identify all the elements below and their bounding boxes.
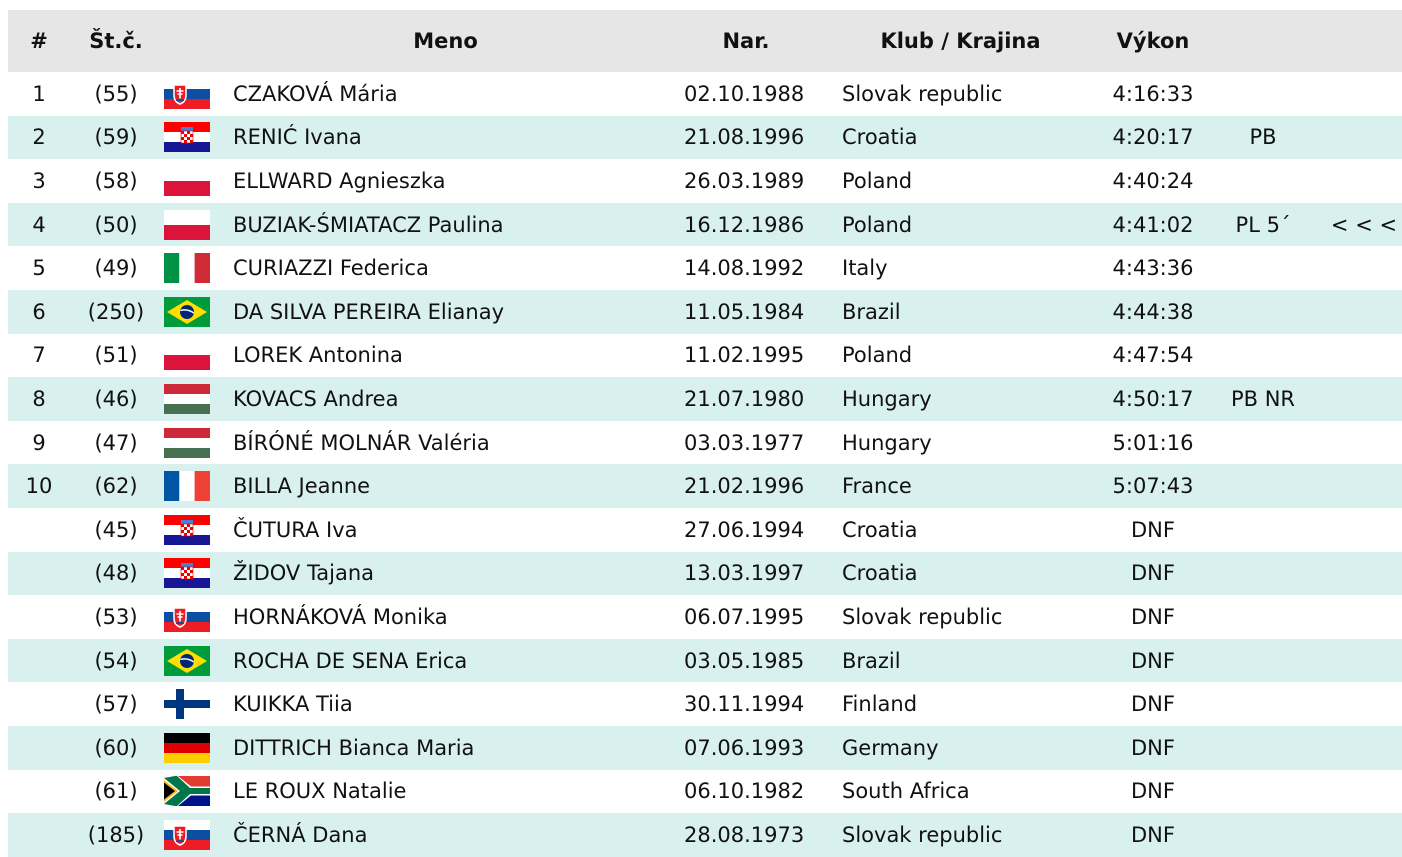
table-row [8, 813, 1402, 857]
row-time: DNF [1131, 692, 1175, 717]
flag-cell [164, 290, 210, 334]
flag-cell [164, 595, 210, 639]
table-row [8, 421, 1402, 465]
row-time: 4:43:36 [1112, 256, 1194, 281]
row-name: DA SILVA PEREIRA Elianay [233, 299, 505, 324]
row-name: ČUTURA Iva [233, 517, 358, 542]
flag-cell [164, 770, 210, 814]
row-note [1208, 159, 1318, 203]
row-name: LOREK Antonina [233, 343, 403, 368]
table-row [8, 552, 1402, 596]
row-note [1208, 639, 1318, 683]
results-table [8, 10, 1402, 857]
row-rank: 10 [25, 474, 53, 499]
row-birth: 21.08.1996 [684, 125, 805, 150]
poland-flag-icon [164, 166, 210, 196]
flag-cell [164, 639, 210, 683]
row-time: 4:16:33 [1112, 81, 1194, 106]
table-row [8, 290, 1402, 334]
row-note [1208, 682, 1318, 726]
row-mark [1326, 334, 1402, 378]
row-rank [8, 639, 70, 683]
row-mark [1326, 116, 1402, 160]
row-mark [1326, 377, 1402, 421]
row-mark [1326, 726, 1402, 770]
row-note [1208, 770, 1318, 814]
row-bib: (45) [94, 517, 138, 542]
row-name: LE ROUX Natalie [233, 779, 407, 804]
row-note [1208, 72, 1318, 116]
row-name: ČERNÁ Dana [233, 822, 368, 847]
table-row [8, 72, 1402, 116]
table-row [8, 639, 1402, 683]
row-rank [8, 726, 70, 770]
flag-cell [164, 203, 210, 247]
row-rank: 3 [32, 168, 46, 193]
row-club: Hungary [842, 386, 932, 411]
header-club: Klub / Krajina [880, 29, 1041, 53]
header-time: Výkon [1116, 29, 1190, 53]
table-row [8, 726, 1402, 770]
row-rank [8, 770, 70, 814]
row-mark [1326, 421, 1402, 465]
row-time: DNF [1131, 779, 1175, 804]
flag-cell [164, 72, 210, 116]
poland-flag-icon [164, 340, 210, 370]
flag-cell [164, 813, 210, 857]
row-bib: (61) [94, 779, 138, 804]
row-name: ELLWARD Agnieszka [233, 168, 446, 193]
flag-cell [164, 377, 210, 421]
slovakia-flag-icon [164, 79, 210, 109]
flag-cell [164, 508, 210, 552]
row-club: Poland [842, 212, 913, 237]
row-birth: 21.02.1996 [684, 474, 805, 499]
table-row [8, 377, 1402, 421]
row-bib: (48) [94, 561, 138, 586]
row-name: BUZIAK-ŚMIATACZ Paulina [233, 212, 504, 237]
row-birth: 02.10.1988 [684, 81, 805, 106]
row-note [1208, 464, 1318, 508]
row-mark [1326, 813, 1402, 857]
row-mark [1326, 770, 1402, 814]
flag-cell [164, 726, 210, 770]
row-name: KOVACS Andrea [233, 386, 399, 411]
row-time: 4:47:54 [1112, 343, 1194, 368]
row-mark [1326, 159, 1402, 203]
row-club: Italy [842, 256, 888, 281]
italy-flag-icon [164, 253, 210, 283]
header-name: Meno [413, 29, 478, 53]
row-time: 4:20:17 [1112, 125, 1194, 150]
flag-cell [164, 334, 210, 378]
row-birth: 06.10.1982 [684, 779, 805, 804]
row-mark [1326, 508, 1402, 552]
table-row [8, 508, 1402, 552]
row-club: Slovak republic [842, 81, 1003, 106]
row-club: Slovak republic [842, 822, 1003, 847]
row-bib: (46) [94, 386, 138, 411]
row-name: RENIĆ Ivana [233, 125, 362, 150]
row-name: BÍRÓNÉ MOLNÁR Valéria [233, 430, 490, 455]
row-rank: 7 [32, 343, 46, 368]
table-row [8, 464, 1402, 508]
brazil-flag-icon [164, 646, 210, 676]
row-bib: (62) [94, 474, 138, 499]
table-row [8, 595, 1402, 639]
croatia-flag-icon [164, 558, 210, 588]
row-name: HORNÁKOVÁ Monika [233, 604, 448, 629]
row-rank: 9 [32, 430, 46, 455]
row-mark [1326, 595, 1402, 639]
row-birth: 26.03.1989 [684, 168, 805, 193]
croatia-flag-icon [164, 122, 210, 152]
header-birth: Nar. [722, 29, 770, 53]
row-rank: 5 [32, 256, 46, 281]
table-row [8, 246, 1402, 290]
row-club: France [842, 474, 912, 499]
table-row [8, 682, 1402, 726]
header-bib: Št.č. [89, 29, 143, 53]
row-birth: 21.07.1980 [684, 386, 805, 411]
row-club: South Africa [842, 779, 970, 804]
row-note [1208, 421, 1318, 465]
row-time: 4:41:02 [1112, 212, 1194, 237]
table-row [8, 334, 1402, 378]
row-club: Germany [842, 735, 939, 760]
row-club: Finland [842, 692, 918, 717]
brazil-flag-icon [164, 297, 210, 327]
header-rank: # [30, 29, 48, 53]
row-note [1208, 552, 1318, 596]
slovakia-flag-icon [164, 820, 210, 850]
row-mark [1326, 464, 1402, 508]
row-club: Poland [842, 168, 913, 193]
table-row [8, 116, 1402, 160]
row-name: DITTRICH Bianca Maria [233, 735, 475, 760]
row-name: ROCHA DE SENA Erica [233, 648, 468, 673]
row-birth: 16.12.1986 [684, 212, 805, 237]
hungary-flag-icon [164, 384, 210, 414]
flag-cell [164, 116, 210, 160]
poland-flag-icon [164, 210, 210, 240]
row-bib: (57) [94, 692, 138, 717]
row-mark [1326, 639, 1402, 683]
row-birth: 28.08.1973 [684, 822, 805, 847]
row-mark [1326, 682, 1402, 726]
row-mark [1326, 72, 1402, 116]
table-row [8, 770, 1402, 814]
row-note: PB [1249, 125, 1277, 150]
row-bib: (60) [94, 735, 138, 760]
table-row [8, 159, 1402, 203]
row-birth: 07.06.1993 [684, 735, 805, 760]
row-club: Croatia [842, 517, 918, 542]
germany-flag-icon [164, 733, 210, 763]
row-time: 5:01:16 [1112, 430, 1194, 455]
row-birth: 13.03.1997 [684, 561, 805, 586]
row-name: ŽIDOV Tajana [233, 561, 375, 586]
row-rank [8, 552, 70, 596]
row-note [1208, 726, 1318, 770]
row-time: DNF [1131, 735, 1175, 760]
row-club: Hungary [842, 430, 932, 455]
row-rank [8, 682, 70, 726]
row-bib: (47) [94, 430, 138, 455]
row-note [1208, 290, 1318, 334]
row-rank: 6 [32, 299, 46, 324]
row-club: Brazil [842, 299, 901, 324]
row-bib: (59) [94, 125, 138, 150]
row-bib: (53) [94, 604, 138, 629]
flag-cell [164, 552, 210, 596]
finland-flag-icon [164, 689, 210, 719]
row-time: 4:44:38 [1112, 299, 1194, 324]
row-bib: (51) [94, 343, 138, 368]
slovakia-flag-icon [164, 602, 210, 632]
row-birth: 06.07.1995 [684, 604, 805, 629]
row-birth: 27.06.1994 [684, 517, 805, 542]
row-club: Poland [842, 343, 913, 368]
row-name: CURIAZZI Federica [233, 256, 429, 281]
row-birth: 03.03.1977 [684, 430, 805, 455]
row-bib: (55) [94, 81, 138, 106]
row-birth: 11.05.1984 [684, 299, 805, 324]
croatia-flag-icon [164, 515, 210, 545]
row-time: 4:50:17 [1112, 386, 1194, 411]
row-birth: 30.11.1994 [684, 692, 805, 717]
row-note [1208, 595, 1318, 639]
row-club: Croatia [842, 561, 918, 586]
flag-cell [164, 246, 210, 290]
row-time: DNF [1131, 604, 1175, 629]
row-bib: (49) [94, 256, 138, 281]
row-bib: (50) [94, 212, 138, 237]
row-mark [1326, 552, 1402, 596]
row-note [1208, 813, 1318, 857]
row-bib: (185) [87, 822, 145, 847]
flag-cell [164, 464, 210, 508]
row-birth: 14.08.1992 [684, 256, 805, 281]
row-bib: (54) [94, 648, 138, 673]
row-time: DNF [1131, 561, 1175, 586]
south-africa-flag-icon [164, 776, 210, 806]
row-club: Brazil [842, 648, 901, 673]
row-name: CZAKOVÁ Mária [233, 81, 398, 106]
row-mark: < < < [1330, 212, 1398, 237]
row-time: 4:40:24 [1112, 168, 1194, 193]
row-mark [1326, 246, 1402, 290]
table-row [8, 203, 1402, 247]
row-rank [8, 595, 70, 639]
row-rank: 8 [32, 386, 46, 411]
row-name: KUIKKA Tiia [233, 692, 353, 717]
row-rank [8, 813, 70, 857]
row-time: DNF [1131, 822, 1175, 847]
row-bib: (250) [87, 299, 145, 324]
row-rank [8, 508, 70, 552]
france-flag-icon [164, 471, 210, 501]
table-header [8, 10, 1402, 72]
row-time: DNF [1131, 517, 1175, 542]
row-birth: 11.02.1995 [684, 343, 805, 368]
row-rank: 2 [32, 125, 46, 150]
table-body [8, 72, 1402, 857]
row-birth: 03.05.1985 [684, 648, 805, 673]
row-rank: 1 [32, 81, 46, 106]
row-note: PL 5´ [1235, 212, 1291, 237]
row-note [1208, 246, 1318, 290]
row-mark [1326, 290, 1402, 334]
flag-cell [164, 682, 210, 726]
row-note [1208, 508, 1318, 552]
row-note: PB NR [1230, 386, 1296, 411]
row-rank: 4 [32, 212, 46, 237]
flag-cell [164, 159, 210, 203]
row-club: Croatia [842, 125, 918, 150]
row-club: Slovak republic [842, 604, 1003, 629]
hungary-flag-icon [164, 428, 210, 458]
row-note [1208, 334, 1318, 378]
row-bib: (58) [94, 168, 138, 193]
flag-cell [164, 421, 210, 465]
row-time: 5:07:43 [1112, 474, 1194, 499]
row-time: DNF [1131, 648, 1175, 673]
row-name: BILLA Jeanne [233, 474, 371, 499]
